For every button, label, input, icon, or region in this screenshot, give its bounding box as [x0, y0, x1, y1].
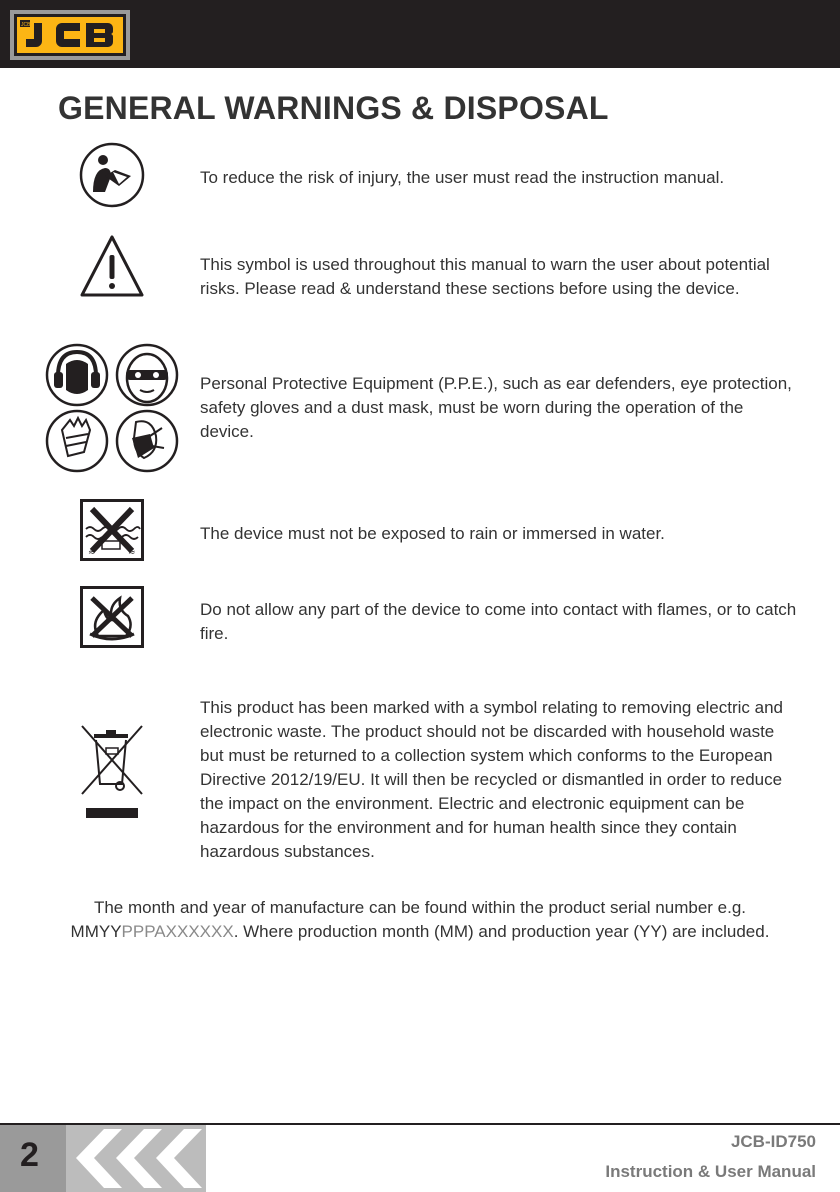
page-number: 2: [20, 1136, 39, 1174]
no-water-icon: [80, 499, 144, 561]
warning-text: Do not allow any part of the device to come into contact with flames, or to catch fire.: [200, 600, 797, 643]
weee-bin-icon: [80, 724, 144, 820]
svg-text:≈: ≈: [88, 548, 96, 558]
no-fire-icon: [80, 586, 144, 648]
read-manual-icon: [79, 142, 145, 208]
warning-text: This product has been marked with a symbol relating to removing electric and electronic waste. The product should not be discarded with household waste but must be returned to a collection system which conforms to the European Directive 2012/19/EU. It will then be recycled or dismantled in order to reduce the impact on the environment. Electric and electronic equipment can be hazardous for the environment and for human health since they contain hazardous substances.: [200, 698, 784, 861]
ear-defenders-icon: [47, 345, 107, 405]
warning-triangle-icon: [78, 233, 146, 299]
svg-text:≈: ≈: [128, 548, 136, 558]
safety-gloves-icon: [47, 411, 107, 471]
warning-text: Personal Protective Equipment (P.P.E.), such as ear defenders, eye protection, safety gloves and a dust mask, must be worn during the operation of the device.: [200, 374, 792, 441]
warning-text: The device must not be exposed to rain or immersed in water.: [200, 524, 665, 543]
jcb-logo: [10, 10, 130, 60]
footnote-line1: The month and year of manufacture can be found within the product serial number e.g.: [93, 898, 747, 917]
serial-prefix: MMYY: [70, 922, 122, 941]
ppe-icon: [44, 342, 180, 474]
eye-protection-icon: [117, 345, 177, 405]
svg-text:JCB: JCB: [21, 22, 31, 28]
warning-text: This symbol is used throughout this manual to warn the user about potential risks. Please read & understand these sections before using the device.: [200, 255, 770, 298]
page-title: GENERAL WARNINGS & DISPOSAL: [58, 90, 609, 126]
product-model: JCB-ID750: [730, 1132, 816, 1151]
back-chevrons-icon: [66, 1125, 206, 1192]
manufacture-date-note: [40, 896, 800, 944]
warning-text: To reduce the risk of injury, the user must read the instruction manual.: [200, 168, 725, 187]
manual-title: Instruction & User Manual: [605, 1162, 816, 1181]
footnote-line2: . Where production month (MM) and production year (YY) are included.: [233, 922, 770, 941]
serial-highlight: PPPAXXXXXX: [121, 922, 234, 941]
header-bar: [0, 0, 840, 68]
dust-mask-icon: [117, 411, 177, 471]
